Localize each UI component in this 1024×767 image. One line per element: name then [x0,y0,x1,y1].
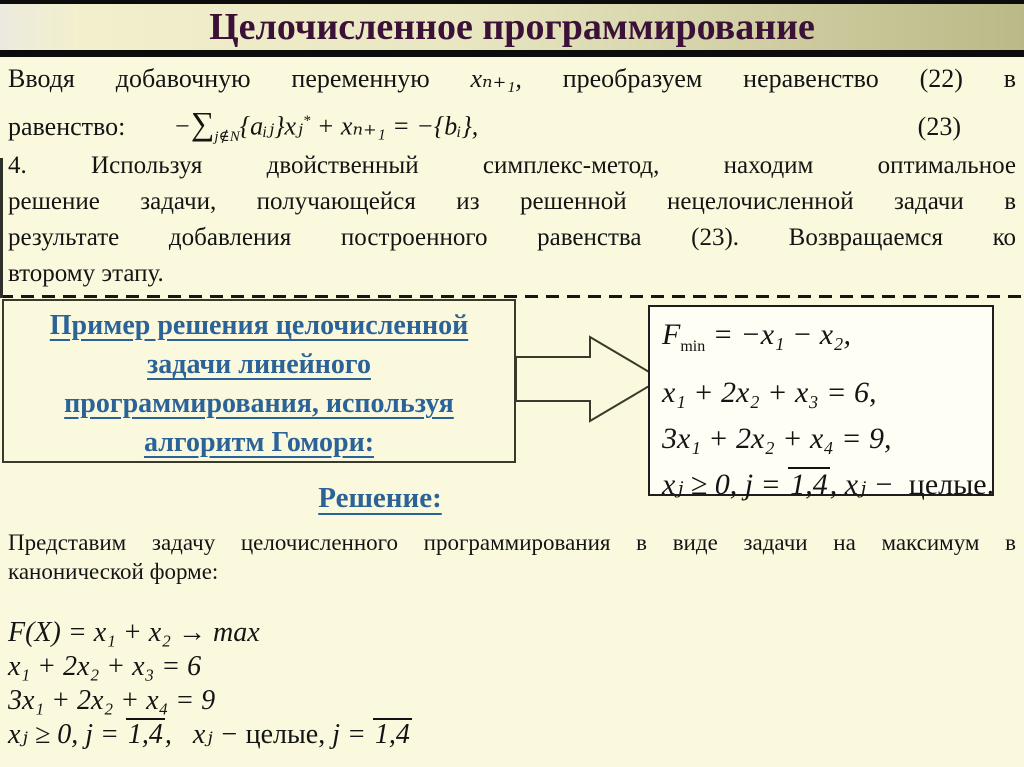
equation-tail: + xₙ₊₁ = −{bᵢ}, [310,111,479,141]
canonical-formulas [8,616,412,752]
intro-text-1: Вводя добавочную переменную [8,64,430,93]
range-overline: 1,4 [374,719,410,750]
problem-line [662,312,992,370]
section-divider-dashed [0,295,1024,298]
range-overline: 1,4 [790,468,828,501]
formula-line: F(X) = x₁ + x₂ → max [8,617,260,648]
constraint-mid: , xⱼ − [829,468,909,501]
fmin-f: F [662,318,681,351]
example-line-text: задачи линейного [147,349,371,380]
example-callout-box [2,299,516,463]
paragraph-line: решение задачи, получающейся из решенной нецелочисленной задачи в [8,188,1016,215]
left-edge-mark [0,158,3,298]
right-block-arrow [514,330,664,430]
equation-number: (23) [917,111,961,141]
paragraph-line: канонической форме: [8,559,219,584]
example-line [4,345,514,384]
equation-label: равенство: [8,111,126,141]
paragraph-line [8,58,1016,100]
example-line [4,423,514,462]
paragraph-line: второму этапу. [8,260,164,287]
example-line [4,384,514,423]
sum-symbol: ∑ [190,106,215,143]
constraint-mid: j = [325,719,373,750]
integers-word: целые. [908,468,995,501]
fmin-rest: = −x₁ − x₂, [705,318,851,351]
intro-text-2: преобразуем неравенство (22) в [562,64,1017,93]
slide-title: Целочисленное программирование [209,6,815,48]
solution-heading-text: Решение: [318,482,442,514]
solution-heading [0,482,760,515]
example-line [4,306,514,345]
integers-word: целые, [245,719,326,750]
constraint-pre: xⱼ ≥ 0, j = [8,719,126,750]
title-banner [0,0,1024,57]
problem-line: 3x₁ + 2x₂ + x₄ = 9, [662,422,892,455]
formula-line: 3x₁ + 2x₂ + x₄ = 9 [8,685,216,716]
problem-statement-box [648,305,995,501]
example-line-text: программирования, используя [64,388,454,419]
paragraph-line: результате добавления построенного равенства (23). Возвращаемся ко [8,224,1016,251]
problem-line: x₁ + 2x₂ + x₃ = 6, [662,376,877,409]
example-line-text: алгоритм Гомори: [143,427,375,458]
paragraph-line: Представим задачу целочисленного программирования в виде задачи на максимум в [8,530,1016,555]
variable-xn1: xₙ₊₁, [470,64,522,93]
canonical-form-paragraph [8,528,1016,586]
star-superscript: * [302,113,311,129]
equation-body: {aᵢⱼ}xⱼ [239,111,303,141]
formula-line [8,718,412,752]
range-overline: 1,4 [127,719,163,750]
example-line-text: Пример решения целочисленной [49,310,469,341]
step4-paragraph [8,148,1016,292]
formula-line: x₁ + 2x₂ + x₃ = 6 [8,651,202,682]
constraint-mid: , xⱼ − [164,719,246,750]
intro-paragraph [8,58,1016,158]
fmin-subscript: min [680,338,706,355]
constraint-pre: xⱼ ≥ 0, j = [662,468,789,501]
sum-subscript: j∉N [214,128,240,145]
paragraph-line: 4. Используя двойственный симплекс-метод, находим оптимальное [8,152,1016,179]
minus-sign: − [173,111,191,141]
